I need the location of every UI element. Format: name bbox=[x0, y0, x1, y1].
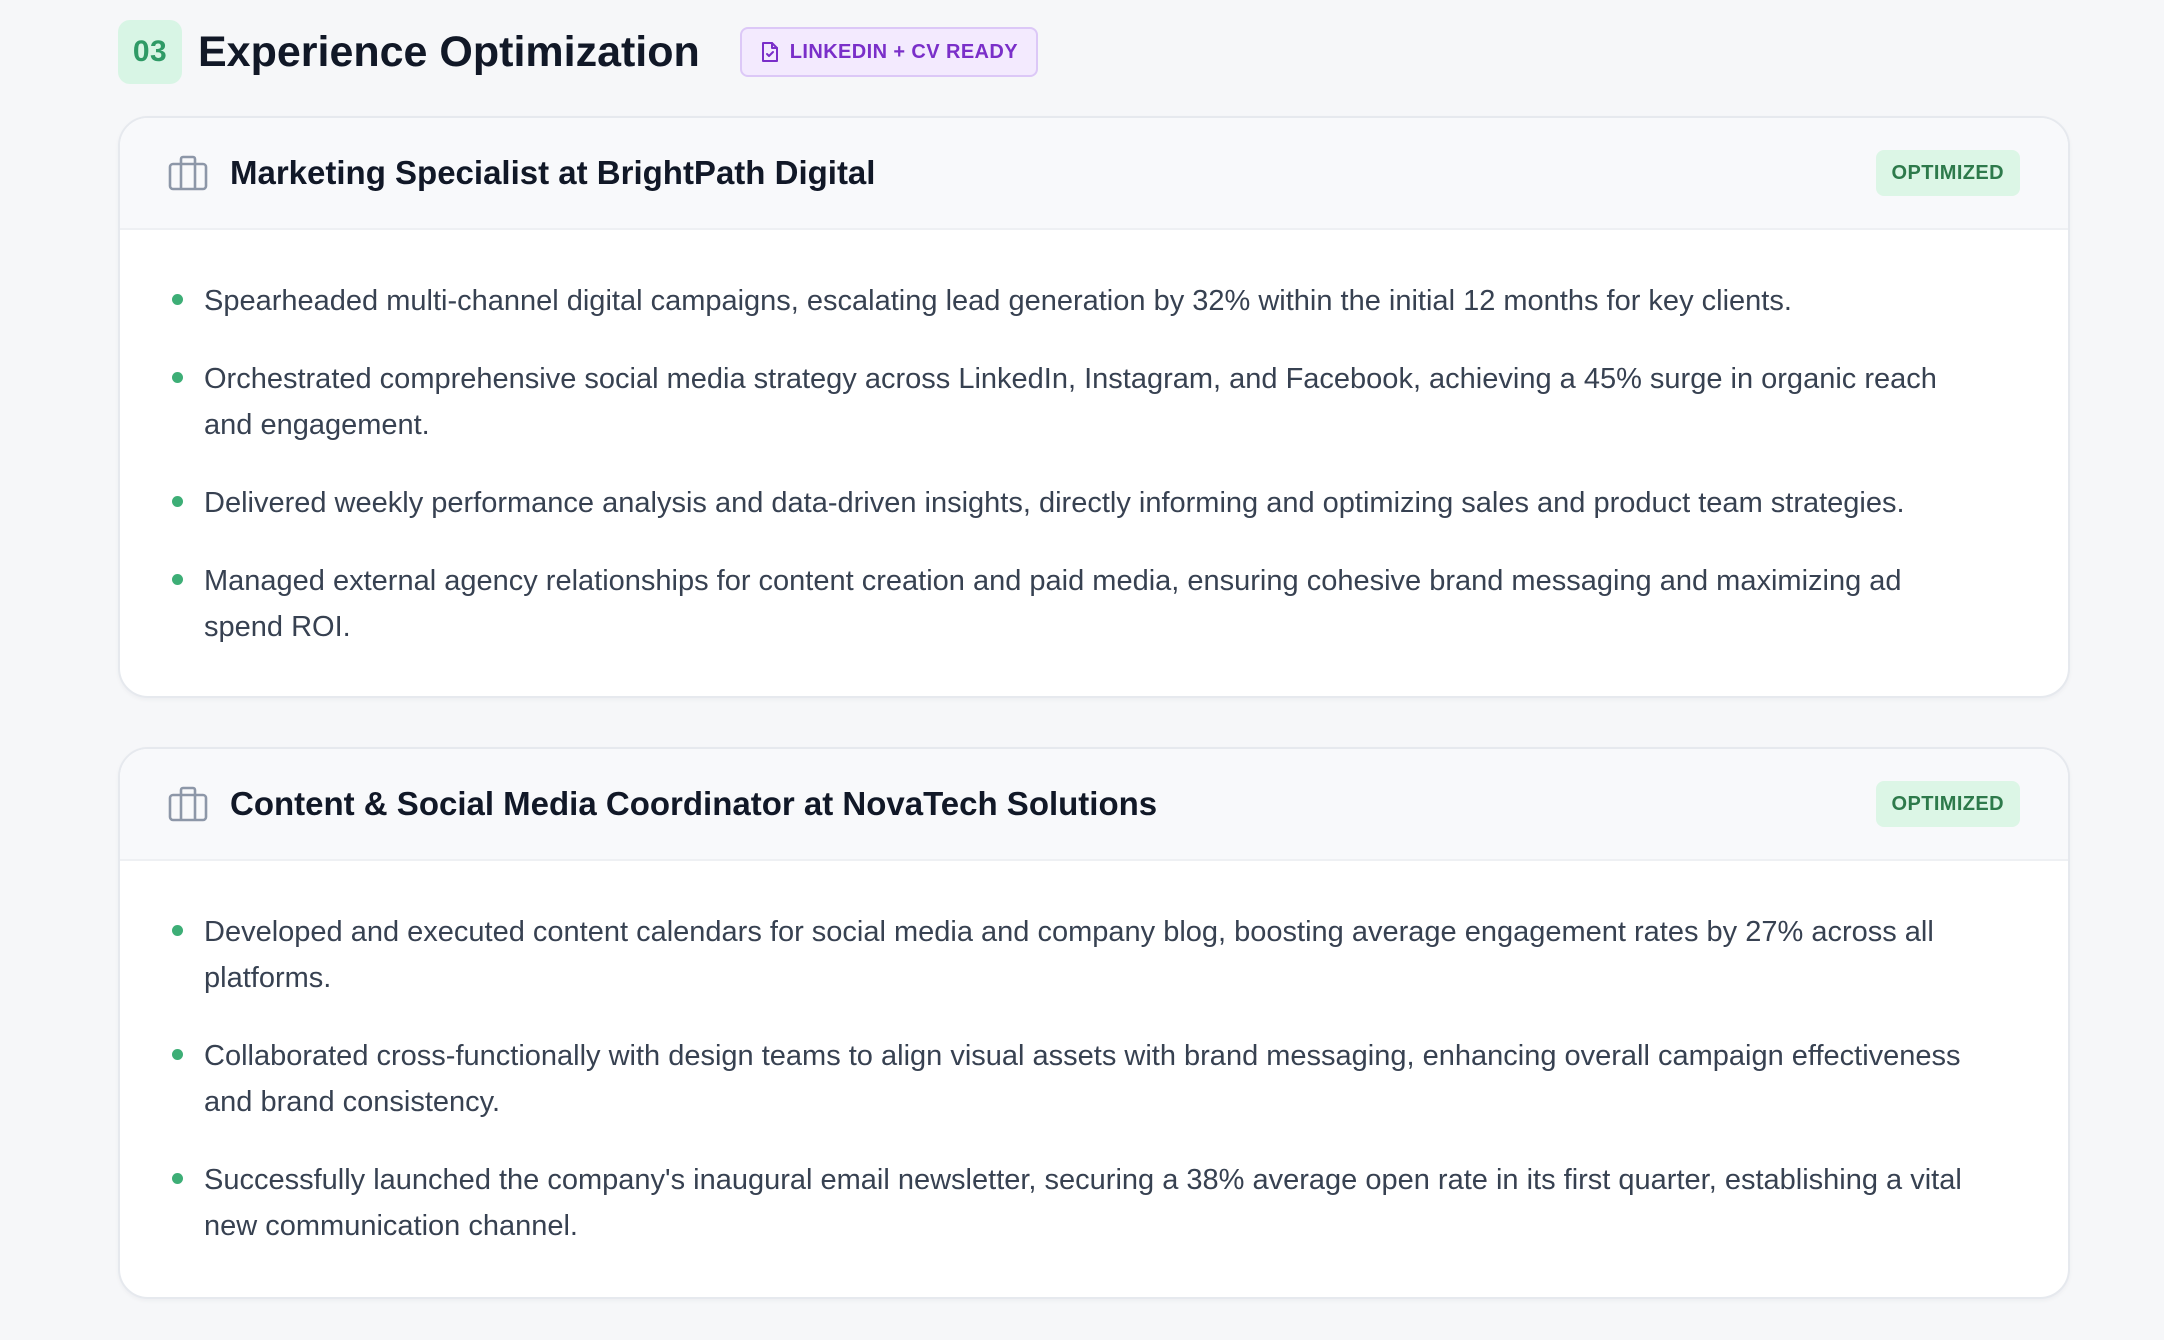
experience-card bbox=[118, 747, 2070, 1299]
achievement-list bbox=[120, 861, 2068, 1249]
bullet-text: Orchestrated comprehensive social media strategy across LinkedIn, Instagram, and Facebook, achieving a 45% surge in organic reach and engagement. bbox=[204, 363, 1937, 441]
bullet-text: Collaborated cross-functionally with design teams to align visual assets with brand messaging, enhancing overall campaign effectiveness and brand consistency. bbox=[204, 1040, 1961, 1118]
experience-card-header bbox=[120, 749, 2068, 861]
bullet-text: Developed and executed content calendars for social media and company blog, boosting average engagement rates by 27% across all platforms. bbox=[204, 916, 1934, 994]
achievement-bullet bbox=[204, 480, 1968, 526]
achievement-bullet bbox=[204, 356, 1968, 448]
experience-card-header bbox=[120, 118, 2068, 230]
optimized-status-badge: OPTIMIZED bbox=[1876, 781, 2021, 827]
bullet-text: Delivered weekly performance analysis and data-driven insights, directly informing and optimizing sales and product team strategies. bbox=[204, 487, 1905, 519]
achievement-bullet bbox=[204, 909, 1968, 1001]
bullet-text: Managed external agency relationships for content creation and paid media, ensuring cohesive brand messaging and maximizing ad spend ROI. bbox=[204, 565, 1902, 643]
bullet-dot bbox=[172, 1049, 183, 1060]
experience-card bbox=[118, 116, 2070, 698]
achievement-bullet bbox=[204, 1157, 1968, 1249]
section-number: 03 bbox=[118, 20, 182, 84]
achievement-bullet bbox=[204, 1033, 1968, 1125]
bullet-text: Successfully launched the company's inaugural email newsletter, securing a 38% average open rate in its first quarter, establishing a vital new communication channel. bbox=[204, 1164, 1962, 1242]
achievement-list bbox=[120, 230, 2068, 650]
briefcase-icon bbox=[168, 153, 208, 193]
bullet-dot bbox=[172, 925, 183, 936]
achievement-bullet bbox=[204, 558, 1968, 650]
briefcase-icon bbox=[168, 784, 208, 824]
bullet-dot bbox=[172, 294, 183, 305]
bullet-dot bbox=[172, 496, 183, 507]
section-title: Experience Optimization bbox=[198, 27, 700, 76]
experience-title: Marketing Specialist at BrightPath Digital bbox=[230, 154, 876, 191]
bullet-text: Spearheaded multi-channel digital campaigns, escalating lead generation by 32% within the initial 12 months for key clients. bbox=[204, 285, 1792, 317]
experience-title: Content & Social Media Coordinator at NovaTech Solutions bbox=[230, 785, 1158, 822]
bullet-dot bbox=[172, 1173, 183, 1184]
document-check-icon bbox=[760, 41, 780, 63]
bullet-dot bbox=[172, 372, 183, 383]
optimized-status-badge: OPTIMIZED bbox=[1876, 150, 2021, 196]
ready-badge-label: LINKEDIN + CV READY bbox=[789, 40, 1018, 63]
section-header bbox=[118, 20, 1038, 84]
linkedin-cv-ready-badge bbox=[740, 27, 1038, 77]
bullet-dot bbox=[172, 574, 183, 585]
achievement-bullet bbox=[204, 278, 1968, 324]
